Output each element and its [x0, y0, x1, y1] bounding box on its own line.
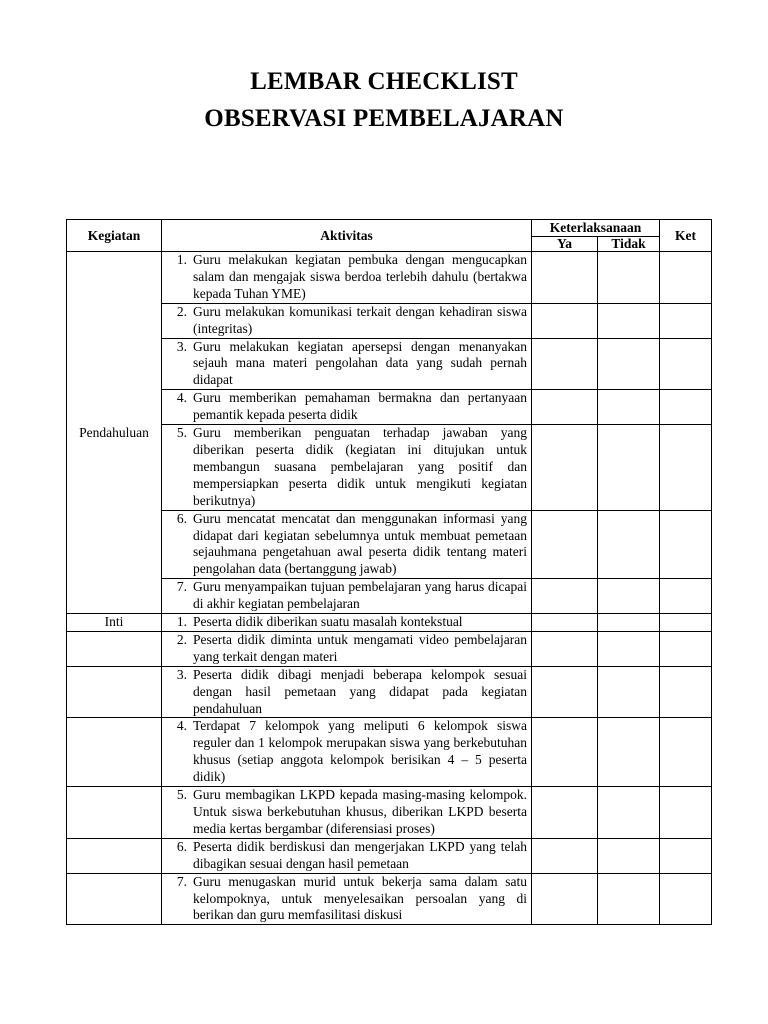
tidak-checkbox-cell[interactable] [598, 838, 660, 873]
ket-cell[interactable] [660, 252, 712, 304]
header-tidak: Tidak [598, 237, 660, 252]
ket-cell[interactable] [660, 873, 712, 925]
table-row [67, 579, 712, 614]
tidak-checkbox-cell[interactable] [598, 390, 660, 425]
ya-checkbox-cell[interactable] [532, 390, 598, 425]
item-text: Guru melakukan kegiatan apersepsi dengan menanyakan sejauh mana materi pengolahan data yang sudah pernah didapat [193, 338, 527, 388]
aktivitas-cell [162, 510, 532, 579]
ket-cell[interactable] [660, 579, 712, 614]
aktivitas-cell [162, 838, 532, 873]
ket-cell[interactable] [660, 631, 712, 666]
item-number: 2. [176, 631, 187, 647]
ya-checkbox-cell[interactable] [532, 338, 598, 390]
document-title-line1: LEMBAR CHECKLIST [250, 68, 518, 95]
item-number: 1. [176, 614, 187, 630]
tidak-checkbox-cell[interactable] [598, 510, 660, 579]
item-number: 5. [176, 787, 187, 803]
tidak-checkbox-cell[interactable] [598, 873, 660, 925]
tidak-checkbox-cell[interactable] [598, 338, 660, 390]
table-row [67, 787, 712, 839]
ket-cell[interactable] [660, 510, 712, 579]
item-text: Guru memberikan pemahaman bermakna dan pertanyaan pemantik kepada peserta didik [193, 390, 527, 423]
table-row [67, 838, 712, 873]
header-ket: Ket [660, 220, 712, 252]
kegiatan-cell-empty [67, 787, 162, 839]
item-text: Peserta didik diminta untuk mengamati video pembelajaran yang terkait dengan materi [193, 631, 527, 664]
item-number: 1. [176, 252, 187, 267]
table-row [67, 252, 712, 304]
item-text: Peserta didik dibagi menjadi beberapa kelompok sesuai dengan hasil pemetaan yang didapat pada kegiatan pendahuluan [193, 666, 527, 716]
ya-checkbox-cell[interactable] [532, 631, 598, 666]
document-title-line2: OBSERVASI PEMBELAJARAN [204, 105, 564, 132]
aktivitas-cell [162, 425, 532, 511]
ket-cell[interactable] [660, 718, 712, 787]
ket-cell[interactable] [660, 425, 712, 511]
item-text: Terdapat 7 kelompok yang meliputi 6 kelompok siswa reguler dan 1 kelompok merupakan siswa yang berkebutuhan khusus (setiap anggota kelompok berisikan 4 – 5 peserta didik) [193, 718, 527, 785]
item-number: 7. [176, 873, 187, 889]
tidak-checkbox-cell[interactable] [598, 303, 660, 338]
tidak-checkbox-cell[interactable] [598, 787, 660, 839]
table-row [67, 614, 712, 632]
table-row [67, 510, 712, 579]
ket-cell[interactable] [660, 303, 712, 338]
aktivitas-cell [162, 666, 532, 718]
item-text: Guru melakukan kegiatan pembuka dengan mengucapkan salam dan mengajak siswa berdoa terlebih dahulu (bertakwa kepada Tuhan YME) [193, 252, 527, 301]
tidak-checkbox-cell[interactable] [598, 579, 660, 614]
item-number: 5. [176, 425, 187, 441]
ya-checkbox-cell[interactable] [532, 252, 598, 304]
aktivitas-cell [162, 579, 532, 614]
kegiatan-cell-empty [67, 838, 162, 873]
ket-cell[interactable] [660, 338, 712, 390]
item-number: 6. [176, 838, 187, 854]
checklist-table [66, 219, 712, 925]
tidak-checkbox-cell[interactable] [598, 718, 660, 787]
ya-checkbox-cell[interactable] [532, 614, 598, 632]
item-text: Guru mencatat mencatat dan menggunakan informasi yang didapat dari kegiatan sebelumnya untuk membuat pemetaan sejauhmana pengetahuan awal peserta didik tentang materi pengolahan data (bertanggung jawab) [193, 510, 527, 577]
item-number: 3. [176, 338, 187, 354]
item-text: Guru membagikan LKPD kepada masing-masing kelompok. Untuk siswa berkebutuhan khusus, diberikan LKPD beserta media kertas bergambar (diferensiasi proses) [193, 787, 527, 836]
aktivitas-cell [162, 303, 532, 338]
table-row [67, 666, 712, 718]
item-number: 6. [176, 510, 187, 526]
ket-cell[interactable] [660, 666, 712, 718]
item-text: Guru menyampaikan tujuan pembelajaran yang harus dicapai di akhir kegiatan pembelajaran [193, 579, 527, 612]
kegiatan-cell-empty [67, 666, 162, 718]
item-text: Guru memberikan penguatan terhadap jawaban yang diberikan peserta didik (kegiatan ini ditujukan untuk membangun suasana pembelajaran yang positif dan mempersiapkan peserta didik untuk mengikuti kegiatan berikutnya) [193, 425, 527, 508]
ya-checkbox-cell[interactable] [532, 718, 598, 787]
ya-checkbox-cell[interactable] [532, 510, 598, 579]
item-number: 7. [176, 579, 187, 595]
item-text: Peserta didik diberikan suatu masalah kontekstual [193, 614, 463, 630]
header-keterlaksanaan: Keterlaksanaan [532, 220, 660, 237]
aktivitas-cell [162, 631, 532, 666]
item-number: 2. [176, 303, 187, 319]
checklist-body [67, 252, 712, 925]
table-row [67, 631, 712, 666]
kegiatan-cell-empty [67, 718, 162, 787]
tidak-checkbox-cell[interactable] [598, 614, 660, 632]
ket-cell[interactable] [660, 787, 712, 839]
aktivitas-cell [162, 390, 532, 425]
item-number: 4. [176, 718, 187, 734]
aktivitas-cell [162, 252, 532, 304]
kegiatan-cell: Pendahuluan [67, 252, 162, 614]
aktivitas-cell [162, 338, 532, 390]
table-row [67, 873, 712, 925]
aktivitas-cell [162, 614, 532, 632]
table-row [67, 425, 712, 511]
tidak-checkbox-cell[interactable] [598, 252, 660, 304]
tidak-checkbox-cell[interactable] [598, 631, 660, 666]
ket-cell[interactable] [660, 614, 712, 632]
ya-checkbox-cell[interactable] [532, 425, 598, 511]
ya-checkbox-cell[interactable] [532, 666, 598, 718]
table-row [67, 390, 712, 425]
aktivitas-cell [162, 873, 532, 925]
ya-checkbox-cell[interactable] [532, 579, 598, 614]
kegiatan-cell: Inti [67, 614, 162, 632]
item-text: Guru menugaskan murid untuk bekerja sama dalam satu kelompoknya, untuk menyelesaikan persoalan yang di berikan dan guru memfasilitasi diskusi [193, 873, 527, 923]
ya-checkbox-cell[interactable] [532, 787, 598, 839]
ya-checkbox-cell[interactable] [532, 303, 598, 338]
aktivitas-cell [162, 787, 532, 839]
tidak-checkbox-cell[interactable] [598, 666, 660, 718]
header-aktivitas: Aktivitas [162, 220, 532, 252]
item-number: 4. [176, 390, 187, 406]
header-ya: Ya [532, 237, 598, 252]
kegiatan-cell-empty [67, 631, 162, 666]
item-text: Guru melakukan komunikasi terkait dengan kehadiran siswa (integritas) [193, 303, 527, 336]
kegiatan-cell-empty [67, 873, 162, 925]
aktivitas-cell [162, 718, 532, 787]
item-text: Peserta didik berdiskusi dan mengerjakan LKPD yang telah dibagikan sesuai dengan hasil pemetaan [193, 838, 527, 871]
header-kegiatan: Kegiatan [67, 220, 162, 252]
tidak-checkbox-cell[interactable] [598, 425, 660, 511]
ya-checkbox-cell[interactable] [532, 838, 598, 873]
item-number: 3. [176, 666, 187, 682]
table-row [67, 338, 712, 390]
ket-cell[interactable] [660, 838, 712, 873]
table-row [67, 303, 712, 338]
table-row [67, 718, 712, 787]
ket-cell[interactable] [660, 390, 712, 425]
ya-checkbox-cell[interactable] [532, 873, 598, 925]
